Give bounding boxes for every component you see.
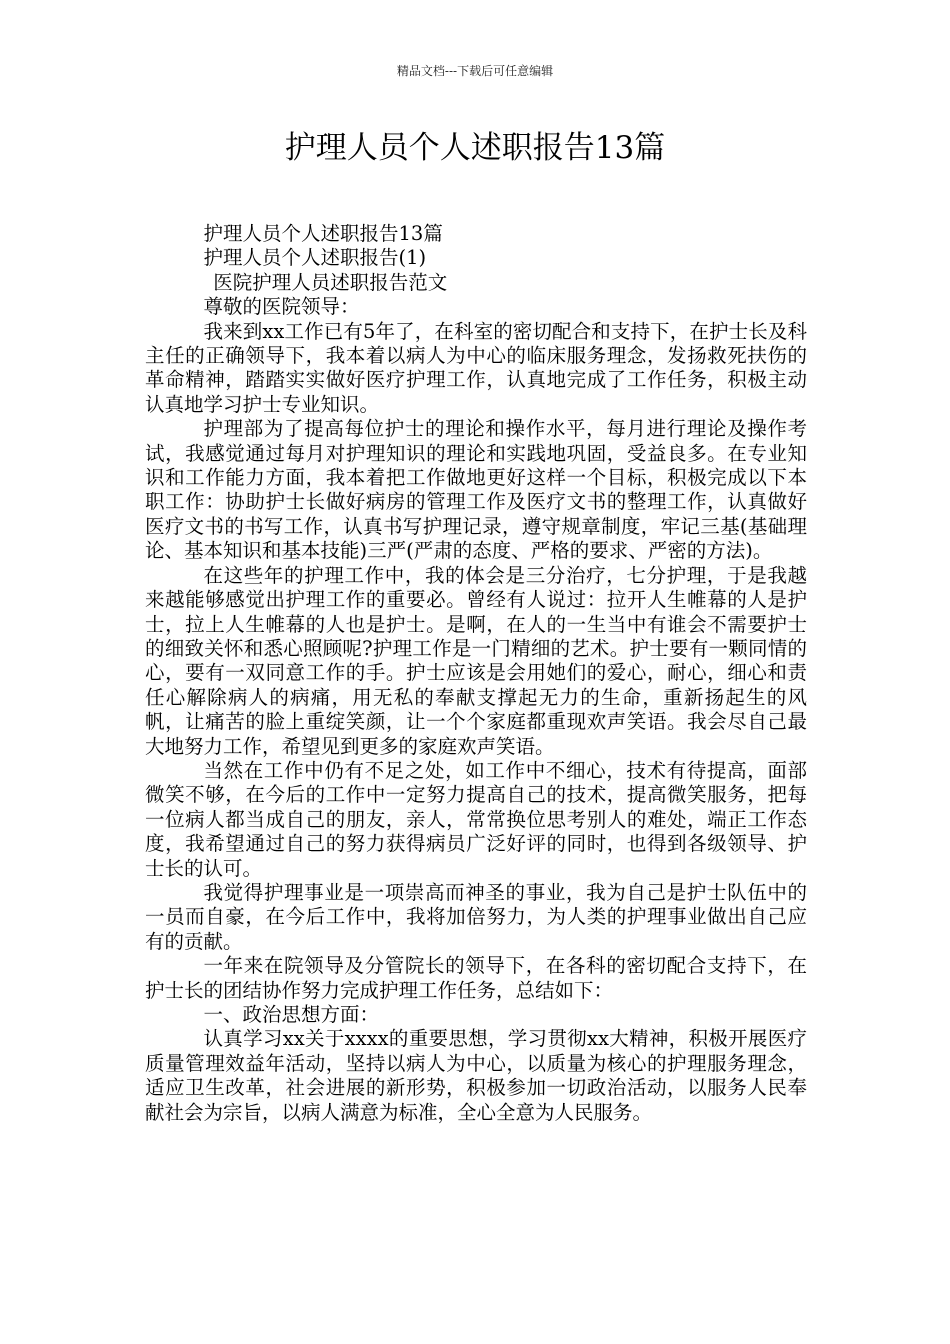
subtitle-line: 护理人员个人述职报告13篇 [203,222,443,245]
paragraph: 我来到xx工作已有5年了，在科室的密切配合和支持下，在护士长及科主任的正确领导下，我本着以病人为中心的临床服务理念，发扬救死扶伤的革命精神，踏踏实实做好医疗护理工作，认真地完成了工作任务，积极主动认真地学习护士专业知识。 [145,319,807,416]
section-subheading: 医院护理人员述职报告范文 [213,270,448,294]
paragraph: 当然在工作中仍有不足之处，如工作中不细心，技术有待提高，面部微笑不够，在今后的工作中一定努力提高自己的技术，提高微笑服务，把每一位病人都当成自己的朋友，亲人，常常换位思考别人的难处，端正工作态度，我希望通过自己的努力获得病员广泛好评的同时，也得到各级领导、护士长的认可。 [145,758,807,880]
page-header-watermark: 精品文档---下载后可任意编辑 [396,64,554,78]
page-title: 护理人员个人述职报告13篇 [284,130,666,166]
section-heading: 护理人员个人述职报告(1) [203,246,427,270]
paragraph: 在这些年的护理工作中，我的体会是三分治疗，七分护理，于是我越来越能够感觉出护理工作的重要必。曾经有人说过：拉开人生帷幕的人是护士，拉上人生帷幕的人也是护士。是啊，在人的一生当中有谁会不需要护士的细致关怀和悉心照顾呢?护理工作是一门精细的艺术。护士要有一颗同情的心，要有一双同意工作的手。护士应该是会用她们的爱心，耐心，细心和责任心解除病人的病痛，用无私的奉献支撑起无力的生命，重新扬起生的风帆，让痛苦的脸上重绽笑颜，让一个个家庭都重现欢声笑语。我会尽自己最大地努力工作，希望见到更多的家庭欢声笑语。 [145,563,807,758]
paragraph: 护理部为了提高每位护士的理论和操作水平，每月进行理论及操作考试，我感觉通过每月对护理知识的理论和实践地巩固，受益良多。在专业知识和工作能力方面，我本着把工作做地更好这样一个目标，积极完成以下本职工作：协助护士长做好病房的管理工作及医疗文书的整理工作，认真做好医疗文书的书写工作，认真书写护理记录，遵守规章制度，牢记三基(基础理论、基本知识和基本技能)三严(严肃的态度、严格的要求、严密的方法)。 [145,417,807,563]
paragraph: 认真学习xx关于xxxx的重要思想，学习贯彻xx大精神，积极开展医疗质量管理效益年活动，坚持以病人为中心，以质量为核心的护理服务理念，适应卫生改革，社会进展的新形势，积极参加一切政治活动，以服务人民奉献社会为宗旨，以病人满意为标准，全心全意为人民服务。 [145,1027,807,1124]
section-heading-politics: 一、政治思想方面： [203,1003,380,1026]
salutation: 尊敬的医院领导： [203,295,360,319]
paragraph: 一年来在院领导及分管院长的领导下，在各科的密切配合支持下，在护士长的团结协作努力完成护理工作任务，总结如下： [145,954,807,1002]
document-body [145,222,807,1125]
paragraph: 我觉得护理事业是一项崇高而神圣的事业，我为自己是护士队伍中的一员而自豪，在今后工作中，我将加倍努力，为人类的护理事业做出自己应有的贡献。 [145,880,807,953]
